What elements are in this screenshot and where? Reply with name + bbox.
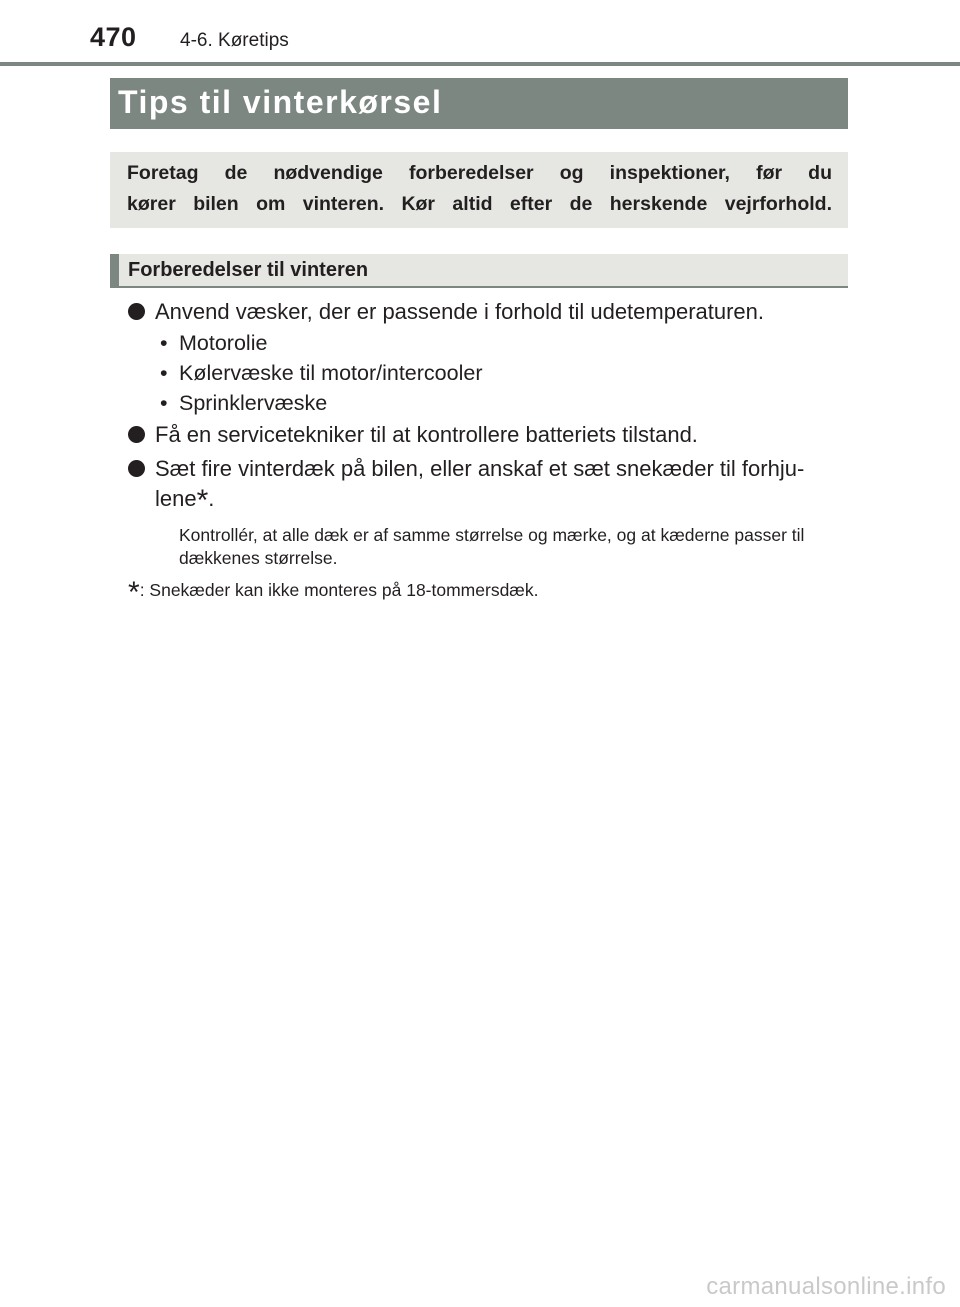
intro-line-2: kører bilen om vinteren. Kør altid efter de herskende vejrforhold.: [127, 193, 832, 215]
footnote-reference-marker: *: [196, 484, 209, 517]
intro-line-1: Foretag de nødvendige forberedelser og inspektioner, før du: [127, 162, 832, 184]
title-bar: [110, 78, 848, 129]
footnote-marker: *: [128, 576, 140, 609]
bullet-text-line-2-word: lene: [155, 486, 197, 511]
bullet-text-line-2: [155, 484, 215, 517]
watermark: carmanualsonline.info: [706, 1273, 946, 1300]
intro-box: [110, 152, 848, 228]
section-accent-bar: [110, 254, 119, 286]
subitem-text: Sprinklervæske: [179, 391, 328, 415]
page-title: Tips til vinterkørsel: [118, 84, 443, 120]
subitem-text: Kølervæske til motor/intercooler: [179, 361, 483, 385]
intro-text: [127, 158, 832, 220]
subitem-bullet-icon: •: [160, 331, 168, 355]
header-rule: [0, 62, 960, 66]
tire-note: Kontrollér, at alle dæk er af samme størrelse og mærke, og at kæderne passer til dækkenes størrelse.: [179, 525, 805, 568]
footnote-text: : Snekæder kan ikke monteres på 18-tommersdæk.: [139, 580, 539, 600]
footnote: [128, 576, 539, 609]
bullet-text: Få en servicetekniker til at kontrollere batteriets tilstand.: [155, 422, 698, 447]
running-header: 4-6. Køretips: [180, 30, 289, 51]
subitem-bullet-icon: •: [160, 361, 168, 385]
page-number: 470: [90, 22, 137, 52]
section-heading-text: Forberedelser til vinteren: [128, 259, 369, 281]
bullet-text-line-1: Sæt fire vinterdæk på bilen, eller anskaf et sæt snekæder til forhju-: [155, 456, 805, 481]
subitem-text: Motorolie: [179, 331, 268, 355]
bullet-text: Anvend væsker, der er passende i forhold til udetemperaturen.: [155, 299, 765, 324]
bullet-dot-icon: [128, 426, 145, 443]
bullet-text-line-2-period: .: [208, 486, 215, 511]
bullet-dot-icon: [128, 460, 145, 477]
section-heading: [110, 254, 848, 288]
subitem-bullet-icon: •: [160, 391, 168, 415]
bullet-dot-icon: [128, 303, 145, 320]
